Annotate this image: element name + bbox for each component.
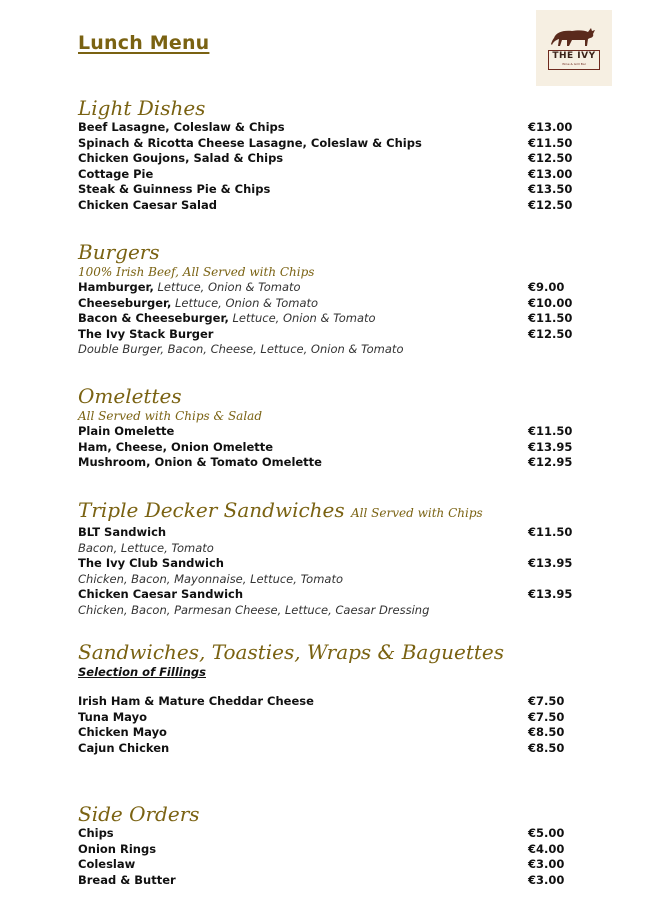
menu-item [78, 167, 578, 183]
item-name: Cajun Chicken [78, 740, 170, 755]
logo-name: THE IVY [552, 51, 596, 61]
section-heading: Sandwiches, Toasties, Wraps & Baguettes [78, 640, 505, 664]
item-name: Bacon & Cheeseburger, [78, 311, 229, 325]
item-detail: Lettuce, Onion & Tomato [228, 311, 376, 325]
section-heading: Burgers [78, 240, 160, 264]
ivy-logo [536, 10, 612, 86]
menu-item [78, 182, 578, 198]
item-name: Chicken Caesar Sandwich [78, 587, 244, 601]
bull-icon [550, 24, 598, 50]
section-side-orders [78, 802, 578, 888]
menu-item [78, 857, 578, 873]
item-name: Steak & Guinness Pie & Chips [78, 182, 271, 196]
item-name: Coleslaw [78, 857, 136, 871]
item-price: €11.50 [528, 311, 573, 325]
item-price: €3.00 [528, 872, 565, 887]
item-name: Chicken Mayo [78, 725, 167, 739]
menu-item [78, 136, 578, 152]
item-name: Plain Omelette [78, 424, 175, 438]
item-price: €13.00 [528, 120, 573, 134]
menu-item [78, 842, 578, 858]
section-heading: Light Dishes [78, 96, 206, 120]
item-price: €12.50 [528, 197, 573, 212]
item-price: €5.00 [528, 826, 565, 840]
item-price: €13.95 [528, 587, 573, 601]
item-price: €3.00 [528, 857, 565, 871]
logo-tagline: Wine & Grill Bar [562, 62, 586, 66]
item-name: Onion Rings [78, 841, 157, 856]
menu-item [78, 873, 578, 889]
item-detail: Lettuce, Onion & Tomato [153, 280, 301, 294]
section-triple-decker [78, 498, 578, 618]
menu-item [78, 587, 578, 603]
menu-item [78, 725, 578, 741]
menu-item [78, 424, 578, 440]
logo-badge [548, 50, 600, 70]
item-price: €11.50 [528, 424, 573, 438]
section-subheading: All Served with Chips [351, 506, 483, 520]
menu-item [78, 826, 578, 842]
item-name: Beef Lasagne, Coleslaw & Chips [78, 120, 285, 134]
item-name: Bread & Butter [78, 872, 176, 887]
section-heading: Omelettes [78, 384, 182, 408]
menu-item [78, 327, 578, 343]
item-name: BLT Sandwich [78, 525, 167, 539]
fillings-title: Selection of Fillings [78, 665, 206, 679]
section-toasties [78, 640, 578, 756]
menu-item [78, 198, 578, 214]
menu-item [78, 556, 578, 572]
item-name: Chips [78, 826, 114, 840]
item-price: €8.50 [528, 725, 565, 739]
item-description: Double Burger, Bacon, Cheese, Lettuce, Onion & Tomato [78, 342, 404, 356]
section-heading [78, 498, 578, 525]
menu-item [78, 440, 578, 456]
item-price: €4.00 [528, 841, 565, 856]
section-omelettes [78, 384, 578, 471]
item-name: Irish Ham & Mature Cheddar Cheese [78, 694, 314, 708]
menu-item [78, 694, 578, 710]
menu-item [78, 280, 578, 296]
section-burgers [78, 240, 578, 358]
item-description: Chicken, Bacon, Mayonnaise, Lettuce, Tomato [78, 571, 344, 586]
item-description: Chicken, Bacon, Parmesan Cheese, Lettuce, Caesar Dressing [78, 602, 430, 617]
section-heading-text: Triple Decker Sandwiches [78, 498, 345, 522]
item-price: €10.00 [528, 295, 573, 310]
menu-item [78, 455, 578, 471]
item-detail: Lettuce, Onion & Tomato [171, 295, 319, 310]
menu-item [78, 311, 578, 327]
item-price: €8.50 [528, 740, 565, 755]
item-name: Mushroom, Onion & Tomato Omelette [78, 455, 322, 469]
section-heading: Side Orders [78, 802, 200, 826]
menu-item [78, 151, 578, 167]
page-title: Lunch Menu [78, 32, 210, 54]
item-price: €12.50 [528, 326, 573, 341]
item-description: Bacon, Lettuce, Tomato [78, 540, 214, 555]
item-name: Chicken Goujons, Salad & Chips [78, 151, 284, 165]
item-price: €7.50 [528, 694, 565, 708]
item-name: The Ivy Stack Burger [78, 326, 214, 341]
item-name: Hamburger, [78, 280, 154, 294]
item-price: €12.95 [528, 455, 573, 469]
item-price: €12.50 [528, 151, 573, 165]
item-price: €13.50 [528, 182, 573, 196]
item-price: €9.00 [528, 280, 565, 294]
item-price: €11.50 [528, 135, 573, 150]
item-name: Chicken Caesar Salad [78, 197, 217, 212]
menu-item [78, 710, 578, 726]
menu-item [78, 741, 578, 757]
section-light-dishes [78, 96, 578, 213]
menu-item [78, 525, 578, 541]
item-price: €11.50 [528, 525, 573, 539]
item-name: Cottage Pie [78, 166, 154, 181]
item-name: Spinach & Ricotta Cheese Lasagne, Coleslaw & Chips [78, 135, 422, 150]
item-price: €13.95 [528, 439, 573, 454]
section-subheading: 100% Irish Beef, All Served with Chips [78, 265, 315, 279]
item-name: The Ivy Club Sandwich [78, 556, 224, 570]
item-name: Ham, Cheese, Onion Omelette [78, 439, 274, 454]
item-name: Tuna Mayo [78, 709, 147, 724]
menu-item [78, 120, 578, 136]
item-price: €7.50 [528, 709, 565, 724]
menu-item [78, 296, 578, 312]
item-price: €13.95 [528, 556, 573, 570]
item-price: €13.00 [528, 166, 573, 181]
section-subheading: All Served with Chips & Salad [78, 409, 263, 423]
item-name: Cheeseburger, [78, 295, 172, 310]
